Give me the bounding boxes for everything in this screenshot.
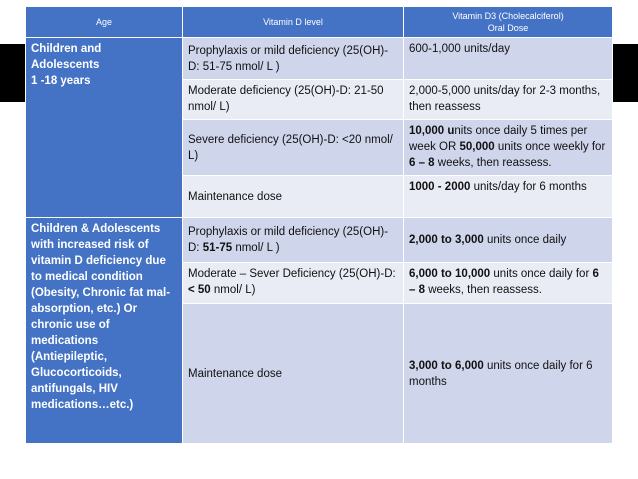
age-group-children-adolescents: Children and Adolescents 1 -18 years [26, 38, 183, 218]
level-cell: Prophylaxis or mild deficiency (25(OH)-D: 51-75 nmol/ L ) [183, 218, 404, 263]
header-oral-dose: Vitamin D3 (Cholecalciferol) Oral Dose [404, 7, 613, 38]
left-black-bar [0, 44, 25, 102]
table-row [26, 218, 613, 263]
dose-cell: 2,000-5,000 units/day for 2-3 months, then reassess [404, 80, 613, 120]
level-cell: Maintenance dose [183, 176, 404, 218]
vitamin-d-dosing-table [25, 6, 613, 444]
dose-cell: 1000 - 2000 units/day for 6 months [404, 176, 613, 218]
header-vitamin-d-level: Vitamin D level [183, 7, 404, 38]
level-cell: Prophylaxis or mild deficiency (25(OH)-D: 51-75 nmol/ L ) [183, 38, 404, 80]
header-row [26, 7, 613, 38]
dose-cell: 6,000 to 10,000 units once daily for 6 – 8 weeks, then reassess. [404, 263, 613, 304]
age-group-increased-risk: Children & Adolescents with increased risk of vitamin D deficiency due to medical condition (Obesity, Chronic fat mal-absorption, etc.) Or chronic use of medications (Antiepileptic, Glucocorticoids, antifungals, HIV medications…etc.) [26, 218, 183, 444]
dose-cell: 3,000 to 6,000 units once daily for 6 months [404, 304, 613, 444]
level-cell: Maintenance dose [183, 304, 404, 444]
right-black-bar [612, 44, 638, 102]
level-cell: Severe deficiency (25(OH)-D: <20 nmol/ L) [183, 120, 404, 176]
dose-cell: 600-1,000 units/day [404, 38, 613, 80]
level-cell: Moderate deficiency (25(OH)-D: 21-50 nmol/ L) [183, 80, 404, 120]
table-row [26, 38, 613, 80]
level-cell: Moderate – Sever Deficiency (25(OH)-D: < 50 nmol/ L) [183, 263, 404, 304]
dose-cell: 10,000 units once daily 5 times per week OR 50,000 units once weekly for 6 – 8 weeks, then reassess. [404, 120, 613, 176]
header-age: Age [26, 7, 183, 38]
dose-cell: 2,000 to 3,000 units once daily [404, 218, 613, 263]
